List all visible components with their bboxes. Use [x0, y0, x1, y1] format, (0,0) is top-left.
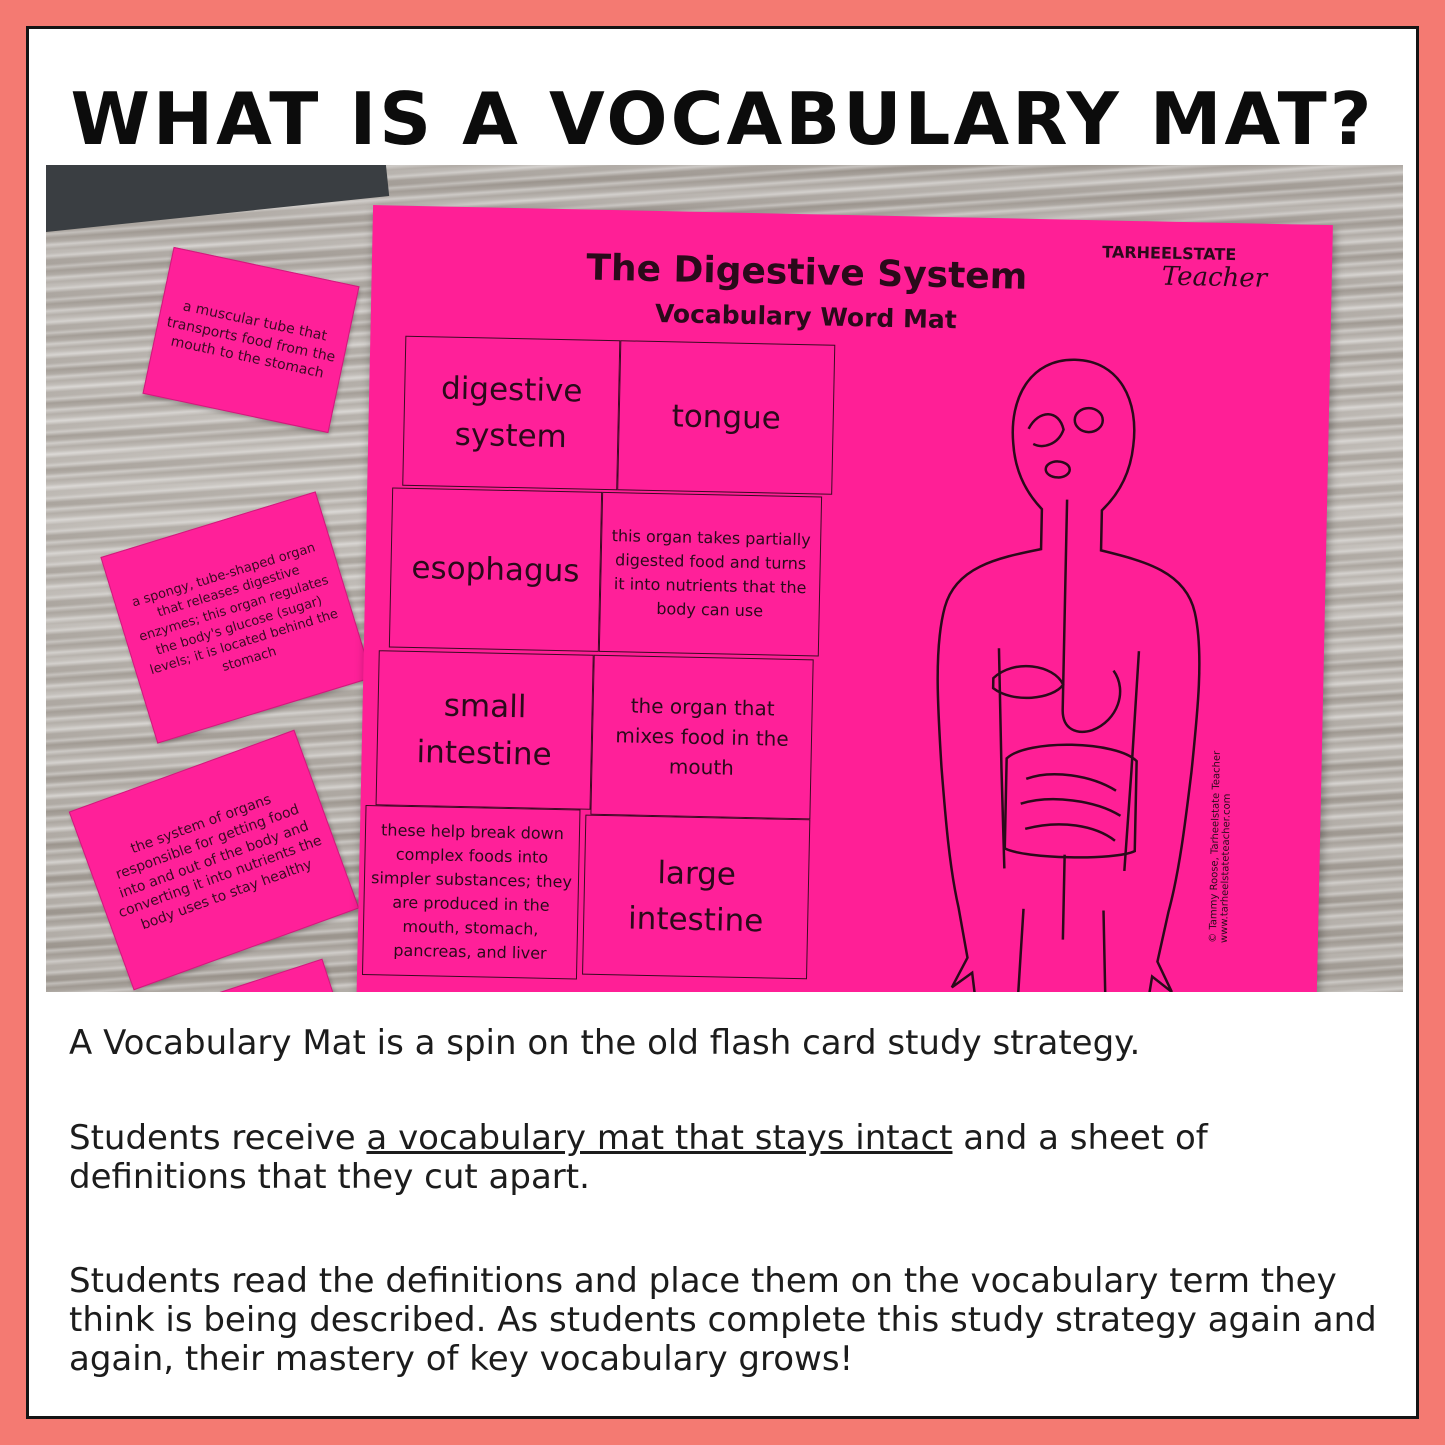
- vocabulary-word-mat: [355, 205, 1333, 992]
- page-title: WHAT IS A VOCABULARY MAT?: [70, 77, 1375, 161]
- mat-cell-definition: this organ takes partially digested food and turns it into nutrients that the body can use: [599, 492, 822, 657]
- human-body-outline-icon: [896, 346, 1241, 992]
- mat-cell-definition: these help break down complex foods into simpler substances; they are produced in the mouth, stomach, pancreas, and liver: [362, 805, 581, 979]
- mat-title: The Digestive System: [585, 247, 1028, 298]
- mat-cell-term: tongue: [617, 340, 835, 494]
- vocabulary-mat-photo: [46, 165, 1403, 992]
- loose-card-digestive-system-def: the system of organs responsible for getting food into and out of the body and converting it into nutrients the body uses to stay healthy: [69, 730, 360, 991]
- mat-cell-term: digestive system: [402, 336, 620, 490]
- paragraph-students-read: Students read the definitions and place them on the vocabulary term they think is being described. As students complete this study strategy again and again, their mastery of key vocabulary grows!: [69, 1261, 1377, 1379]
- mat-cell-definition: the organ that mixes food in the mouth: [590, 655, 813, 820]
- paragraph-intro: A Vocabulary Mat is a spin on the old flash card study strategy.: [69, 1023, 1141, 1063]
- loose-card-esophagus-def: a muscular tube that transports food from the mouth to the stomach: [142, 247, 359, 433]
- brand-logo-script: Teacher: [1161, 261, 1268, 294]
- brand-logo: TARHEELSTATE: [1102, 242, 1237, 265]
- mat-cell-term: esophagus: [389, 488, 602, 652]
- folder-corner: [46, 165, 389, 234]
- paragraph-text: and a sheet of definitions that they cut apart.: [69, 1118, 1208, 1197]
- underlined-phrase: a vocabulary mat that stays intact: [366, 1118, 953, 1158]
- paragraph-students-receive: [69, 1119, 1389, 1197]
- content-frame: [26, 26, 1419, 1419]
- copyright-notice: © Tammy Roose, Tarheelstate Teacher www.tarheelstateteacher.com: [1207, 750, 1233, 944]
- mat-subtitle: Vocabulary Word Mat: [654, 298, 958, 335]
- paragraph-text: Students receive: [69, 1118, 367, 1158]
- mat-cell-term: large intestine: [582, 815, 810, 980]
- mat-cell-term: small intestine: [376, 650, 594, 809]
- loose-card-pancreas-def: a spongy, tube-shaped organ that releases digestive enzymes; this organ regulates the body's glucose (sugar) levels; it is located behind the stomach: [100, 491, 372, 743]
